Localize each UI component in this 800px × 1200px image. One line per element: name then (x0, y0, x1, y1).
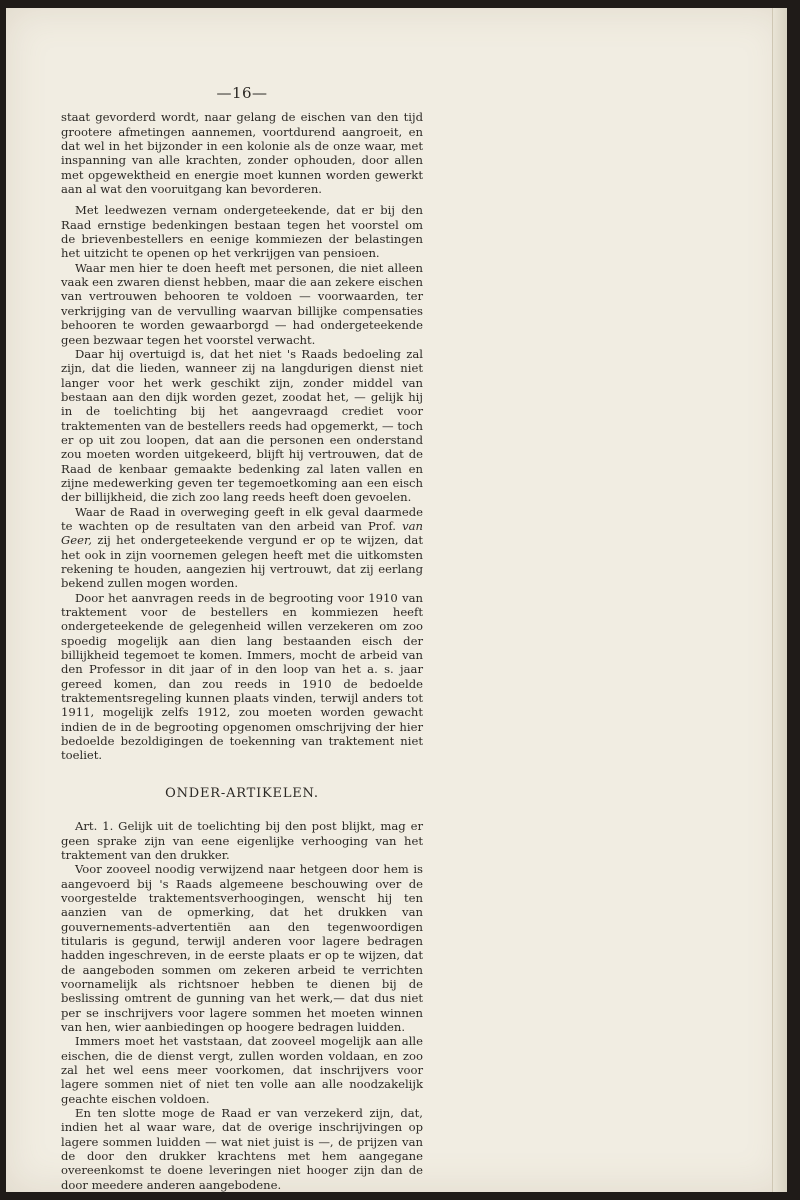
professor-name: van Geer, (61, 518, 423, 548)
paragraph-drukker: Voor zooveel noodig verwijzend naar hetgeen door hem is aangevoerd bij 's Raads algemeene beschouwing over de voorgestelde traktementsverhoogingen, wenscht hij ten aanzien van de opmerking, dat het drukken van gouvernements-advertentiën aan den tegenwoordigen titularis is gegund, terwijl anderen voor lagere bedragen hadden ingeschreven, in de eerste plaats er op te wijzen, dat de aangeboden sommen om zekeren arbeid te verrichten voornamelijk als richtsnoer hebben te dienen bij de beslissing omtrent de gunning van het werk,— dat dus niet per se inschrijvers voor lagere sommen het moeten winnen van hen, wier aanbiedingen op hoogere bedragen luidden. (61, 862, 423, 1034)
paragraph-eischen: Immers moet het vaststaan, dat zooveel mogelijk aan alle eischen, die de dienst vergt, zullen worden voldaan, en zoo zal het wel eens meer voorkomen, dat inschrijvers voor lagere sommen niet of niet ten volle aan alle noodzakelijk geachte eischen voldoen. (61, 1034, 423, 1106)
paragraph-van-geer-start: Waar de Raad in overweging geeft in elk geval daarmede te wachten op de resultaten van den arbeid van Prof. (61, 504, 423, 533)
paragraph-personen: Waar men hier te doen heeft met personen, die niet alleen vaak een zwaren dienst hebben, maar die aan zekere eischen van vertrouwen behooren te voldoen — voorwaarden, ter verkrijging van de vervulling waarvan billijke compensaties behooren te worden gewaarborgd — had ondergeteekende geen bezwaar tegen het voorstel verwacht. (61, 260, 423, 347)
paragraph-begrooting-1910: Door het aanvragen reeds in de begrooting voor 1910 van traktement voor de bestellers en kommiezen heeft ondergeteekende de gelegenheid willen verzekeren om zoo spoedig mogelijk aan dien lang bestaanden eisch der billijkheid tegemoet te komen. Immers, mocht de arbeid van den Professor in dit jaar of in den loop van het a. s. jaar gereed komen, dan zou reeds in 1910 de bedoelde traktementsregeling kunnen plaats vinden, terwijl anders tot 1911, mogelijk zelfs 1912, zou moeten worden gewacht indien de in de begrooting opgenomen omschrijving der hier bedoelde bezoldigingen de toekenning van traktement niet toeliet. (61, 590, 423, 763)
paragraph-continuation: staat gevorderd wordt, naar gelang de eischen van den tijd grootere afmetingen aannemen, voortdurend aangroeit, en dat wel in het bijzonder in een kolonie als de onze waar, met inspanning van alle krachten, zonder ophouden, door allen met opgewektheid en energie moet kunnen worden gewerkt aan al wat den vooruitgang kan bevorderen. (61, 110, 423, 197)
paragraph-van-geer (61, 505, 423, 591)
paragraph-overtuigd: Daar hij overtuigd is, dat het niet 's Raads bedoeling zal zijn, dat die lieden, wanneer zij na langdurigen dienst niet langer voor het werk geschikt zijn, zonder middel van bestaan aan den dijk worden gezet, zoodat het, — gelijk hij in de toelichting bij het aangevraagd crediet voor traktementen van de bestellers reeds had opgemerkt, — toch er op uit zou loopen, dat aan die personen een onderstand zou moeten worden uitgekeerd, blijft hij vertrouwen, dat de Raad de kenbaar gemaakte bedenking zal laten vallen en zijne medewerking geven ter tegemoetkoming aan een eisch der billijkheid, die zich zoo lang reeds heeft doen gevoelen. (61, 346, 423, 505)
paragraph-slotte: En ten slotte moge de Raad er van verzekerd zijn, dat, indien het al waar ware, dat de overige inschrijvingen op lagere sommen luidden — wat niet juist is —, de prijzen van de door den drukker krachtens met hem aangegane overeenkomst te doene leveringen niet hooger zijn dan de door meedere anderen aangebodene. (61, 1106, 423, 1192)
section-heading: ONDER-ARTIKELEN. (165, 785, 319, 801)
paragraph-van-geer-end: zij het ondergeteekende vergund er op te wijzen, dat het ook in zijn voornemen gelegen heeft met die uitkomsten rekening te houden, aangezien hij vertrouwt, dat zij eerlang bekend zullen mogen worden. (61, 533, 423, 591)
page-spine-edge (772, 8, 787, 1192)
paragraph-art-1: Art. 1. Gelijk uit de toelichting bij den post blijkt, mag er geen sprake zijn van eene eigenlijke verhooging van het traktement van den drukker. (61, 819, 423, 862)
page-number: —16— (216, 84, 268, 102)
page-text-column (61, 86, 423, 1192)
paragraph-pensioen: Met leedwezen vernam ondergeteekende, dat er bij den Raad ernstige bedenkingen bestaan tegen het voorstel om de brievenbestellers en eenige kommiezen der belastingen het uitzicht te openen op het verkrijgen van pensioen. (61, 203, 423, 261)
document-page (6, 8, 787, 1192)
